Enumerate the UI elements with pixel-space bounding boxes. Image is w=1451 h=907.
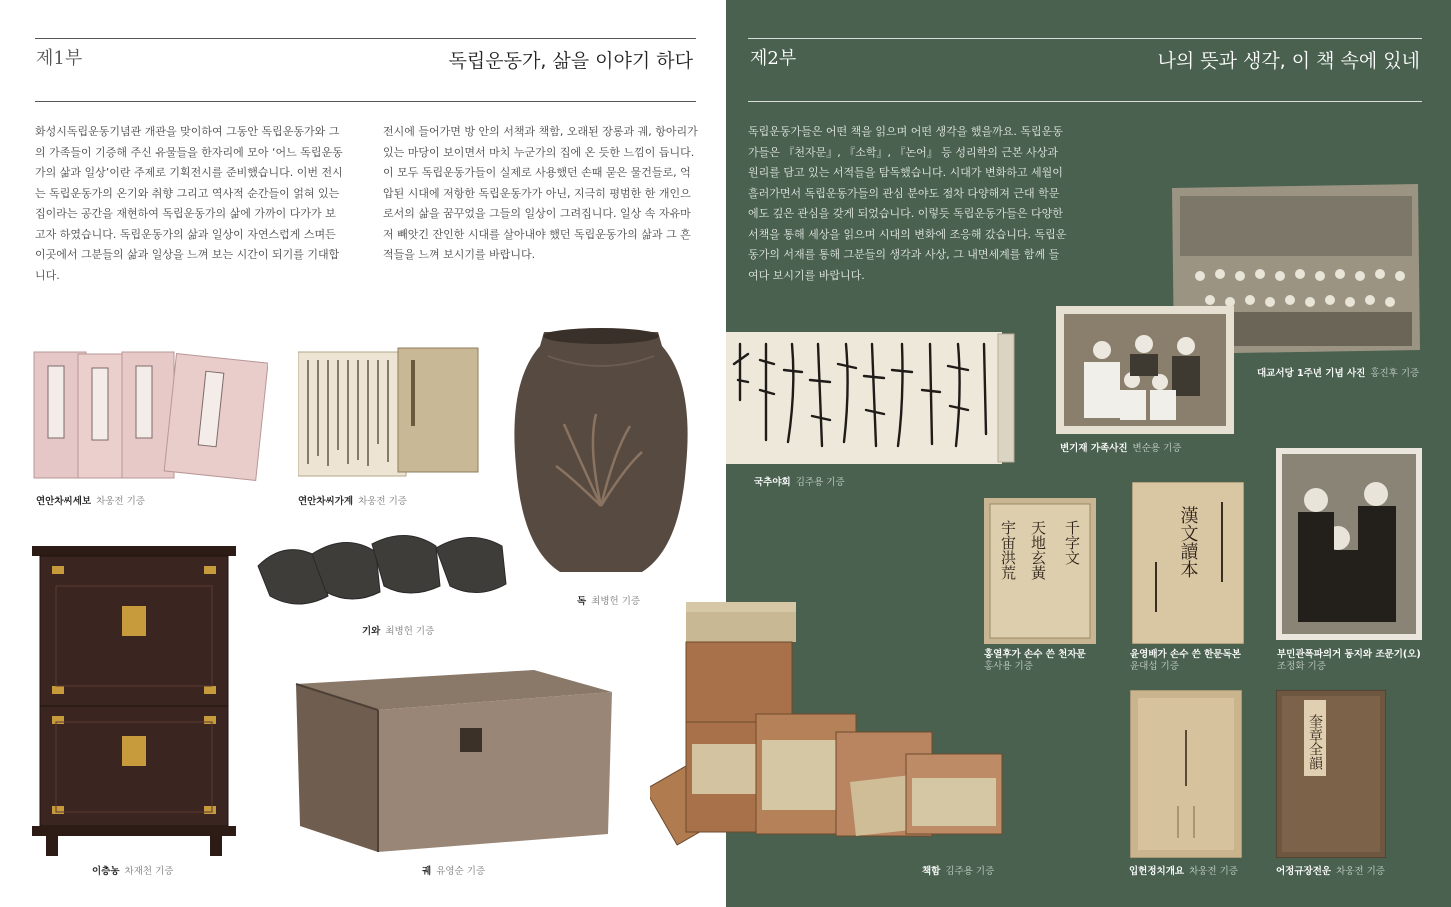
caption-family-photo: 변기재 가족사진 변순용 기증 xyxy=(1060,443,1182,454)
top-rule xyxy=(35,38,696,39)
book-boxes-image xyxy=(650,592,1064,854)
family-photo-image xyxy=(1056,306,1234,434)
section-heading: 나의 뜻과 생각, 이 책 속에 있네 xyxy=(1157,50,1420,72)
wooden-chest-image xyxy=(290,664,616,856)
heading-rule xyxy=(35,101,696,102)
calligraphy-scroll-image xyxy=(726,330,1016,466)
reader-cover: 漢文讀本 xyxy=(1177,506,1199,578)
wardrobe-image xyxy=(32,546,236,858)
caption-jar: 독 최병헌 기증 xyxy=(577,596,641,607)
top-rule xyxy=(748,38,1422,39)
constitution-book-image xyxy=(1130,690,1242,858)
caption-family-record: 연안차씨가계 차웅전 기증 xyxy=(298,496,407,507)
genealogy-books-image xyxy=(32,348,268,482)
heading-rule xyxy=(748,101,1422,102)
section-heading: 독립운동가, 삶을 이야기 하다 xyxy=(448,50,693,72)
intro-paragraph-1: 화성시독립운동기념관 개관을 맞이하여 그동안 독립운동가와 그의 가족들이 기증해 주신 유물들을 한자리에 모아 ‘어느 독립운동가의 삶과 일상’이란 주제로 기획전시를 준비했습니다. 이번 전시는 독립운동가의 온기와 취향 그리고 역사적 순간들이 얽혀 있는 집이라는 공간을 재현하여 독립운동가의 삶에 가까이 다가가 보고자 하였습니다. 독립운동가의 삶과 일상이 자연스럽게 스며든 이곳에서 그분들의 삶과 일상을 느껴 보는 시간이 되기를 기대합니다. xyxy=(35,125,343,282)
thousand-char-line-1: 天地玄黃 xyxy=(1029,520,1047,580)
right-page xyxy=(726,0,1451,907)
part-label: 제1부 xyxy=(36,48,83,69)
caption-book-boxes: 책함 김주용 기증 xyxy=(922,866,995,877)
rhyme-cover: 奎章全韻 xyxy=(1307,714,1323,770)
caption-rhyme-dictionary: 어정규장전운 차웅전 기증 xyxy=(1276,866,1385,877)
caption-wardrobe: 이층농 차재천 기증 xyxy=(92,866,174,877)
caption-constitution: 입헌정치개요 차웅전 기증 xyxy=(1129,866,1238,877)
caption-portrait: 부민관폭파의거 동지와 조문기(오) 조정화 기증 xyxy=(1277,649,1421,672)
family-record-image xyxy=(298,346,482,480)
rhyme-dictionary-image xyxy=(1276,690,1386,858)
caption-thousand-char: 홍열후가 손수 쓴 천자문 홍사용 기증 xyxy=(984,649,1086,672)
caption-roof-tiles: 기와 최병헌 기증 xyxy=(362,626,435,637)
thousand-char-cover: 千字文 xyxy=(1063,520,1081,565)
caption-calligraphy: 국추야회 김주용 기증 xyxy=(754,477,845,488)
thousand-char-line-2: 宇宙洪荒 xyxy=(999,520,1017,580)
caption-chest: 궤 유영순 기증 xyxy=(422,866,486,877)
part-label: 제2부 xyxy=(750,48,797,69)
caption-genealogy: 연안차씨세보 차웅전 기증 xyxy=(36,496,145,507)
chinese-reader-image xyxy=(1132,482,1244,644)
intro-paragraph: 독립운동가들은 어떤 책을 읽으며 어떤 생각을 했을까요. 독립운동가들은 『천자문』, 『소학』, 『논어』 등 성리학의 근본 사상과 원리를 담고 있는 서적들을 탐독했습니다. 시대가 변화하고 세월이 흘러가면서 독립운동가들의 관심 분야도 점차 다양해져 근대 학문에도 깊은 관심을 갖게 되었습니다. 이렇듯 독립운동가들은 다양한 서책을 통해 세상을 읽으며 시대의 변화에 조응해 갔습니다. 독립운동가의 서재를 통해 그분들의 생각과 사상, 그 내면세계를 함께 들여다 보시기를 바랍니다. xyxy=(748,125,1067,282)
roof-tiles-image xyxy=(256,526,542,616)
caption-chinese-reader: 윤영배가 손수 쓴 한문독본 윤대섭 기증 xyxy=(1130,649,1241,672)
intro-paragraph-2: 전시에 들어가면 방 안의 서책과 책함, 오래된 장롱과 궤, 항아리가 있는 마당이 보이면서 마치 누군가의 집에 온 듯한 느낌이 듭니다. 이 모두 독립운동가들이 실제로 사용했던 손때 묻은 물건들로, 억압된 시대에 저항한 독립운동가가 아닌, 지극히 평범한 한 개인으로서의 삶을 꿈꾸었을 그들의 일상이 그려집니다. 일상 속 자유마저 빼앗긴 잔인한 시대를 살아내야 했던 독립운동가의 삶과 그 흔적들을 느껴 보시기를 바랍니다. xyxy=(383,125,698,261)
caption-group-photo: 대교서당 1주년 기념 사진 홍진후 기증 xyxy=(1257,368,1420,379)
portrait-photo-image xyxy=(1276,448,1422,640)
